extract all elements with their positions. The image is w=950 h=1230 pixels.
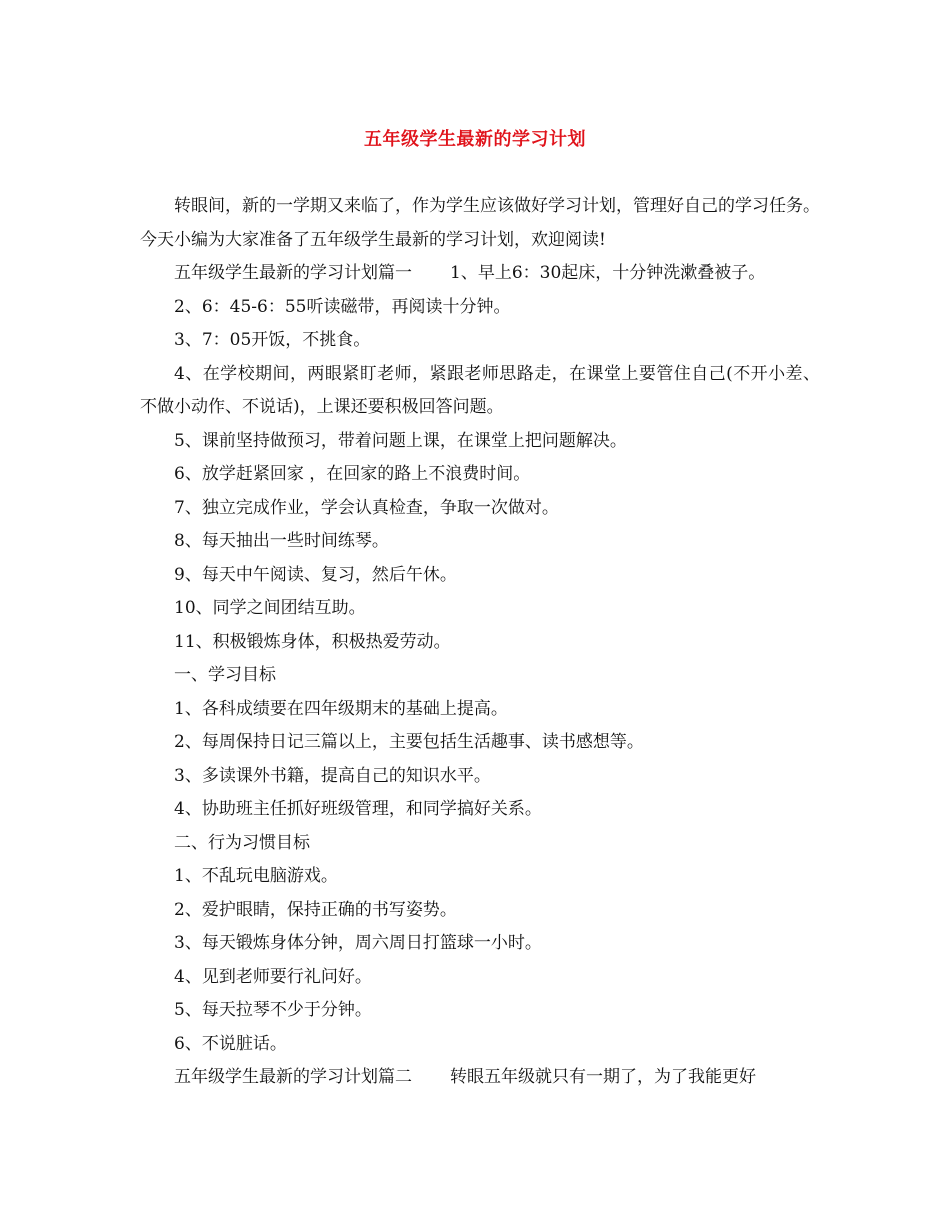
section-heading: 一、学习目标 [174,665,276,685]
section-two-line [140,1061,820,1095]
section-one-first-item: 1、早上6：30起床，十分钟洗漱叠被子。 [450,263,766,283]
list-item: 10、同学之间团结互助。 [174,598,366,618]
list-item: 9、每天中午阅读、复习，然后午休。 [174,564,457,585]
list-item: 3、7：05开饭，不挑食。 [174,330,371,350]
list-item: 4、见到老师要行礼问好。 [174,966,372,987]
section-two-lead: 转眼五年级就只有一期了，为了我能更好 [450,1067,756,1087]
document-body [140,190,820,1095]
list-item: 11、积极锻炼身体，积极热爱劳动。 [174,631,451,652]
section-two-heading: 五年级学生最新的学习计划篇二 [174,1067,412,1087]
list-item: 4、协助班主任抓好班级管理，和同学搞好关系。 [174,799,542,819]
list-item: 2、爱护眼睛，保持正确的书写姿势。 [174,899,457,920]
list-item: 1、各科成绩要在四年级期末的基础上提高。 [174,698,508,719]
list-item: 6、放学赶紧回家 ，在回家的路上不浪费时间。 [174,464,531,484]
section-heading: 二、行为习惯目标 [174,832,310,853]
list-item: 8、每天抽出一些时间练琴。 [174,531,389,551]
list-item: 3、每天锻炼身体分钟，周六周日打篮球一小时。 [174,933,542,953]
list-item: 3、多读课外书籍，提高自己的知识水平。 [174,765,491,786]
section-one-line [140,257,820,291]
list-item: 6、不说脏话。 [174,1033,287,1054]
list-item: 5、每天拉琴不少于分钟。 [174,1000,372,1020]
list-item: 1、不乱玩电脑游戏。 [174,866,338,886]
document-title: 五年级学生最新的学习计划 [364,129,586,150]
list-item: 2、6：45-6：55听读磁带，再阅读十分钟。 [174,296,511,317]
section-one-heading: 五年级学生最新的学习计划篇一 [174,263,412,283]
list-item: 4、在学校期间，两眼紧盯老师，紧跟老师思路走，在课堂上要管住自己(不开小差、不做小动作、不说话)，上课还要积极回答问题。 [140,363,820,417]
list-item: 7、独立完成作业，学会认真检查，争取一次做对。 [174,497,559,518]
list-item: 2、每周保持日记三篇以上，主要包括生活趣事、读书感想等。 [174,732,644,752]
list-item: 5、课前坚持做预习，带着问题上课，在课堂上把问题解决。 [174,430,627,451]
intro-paragraph: 转眼间，新的一学期又来临了，作为学生应该做好学习计划，管理好自己的学习任务。今天小编为大家准备了五年级学生最新的学习计划，欢迎阅读! [140,196,820,250]
